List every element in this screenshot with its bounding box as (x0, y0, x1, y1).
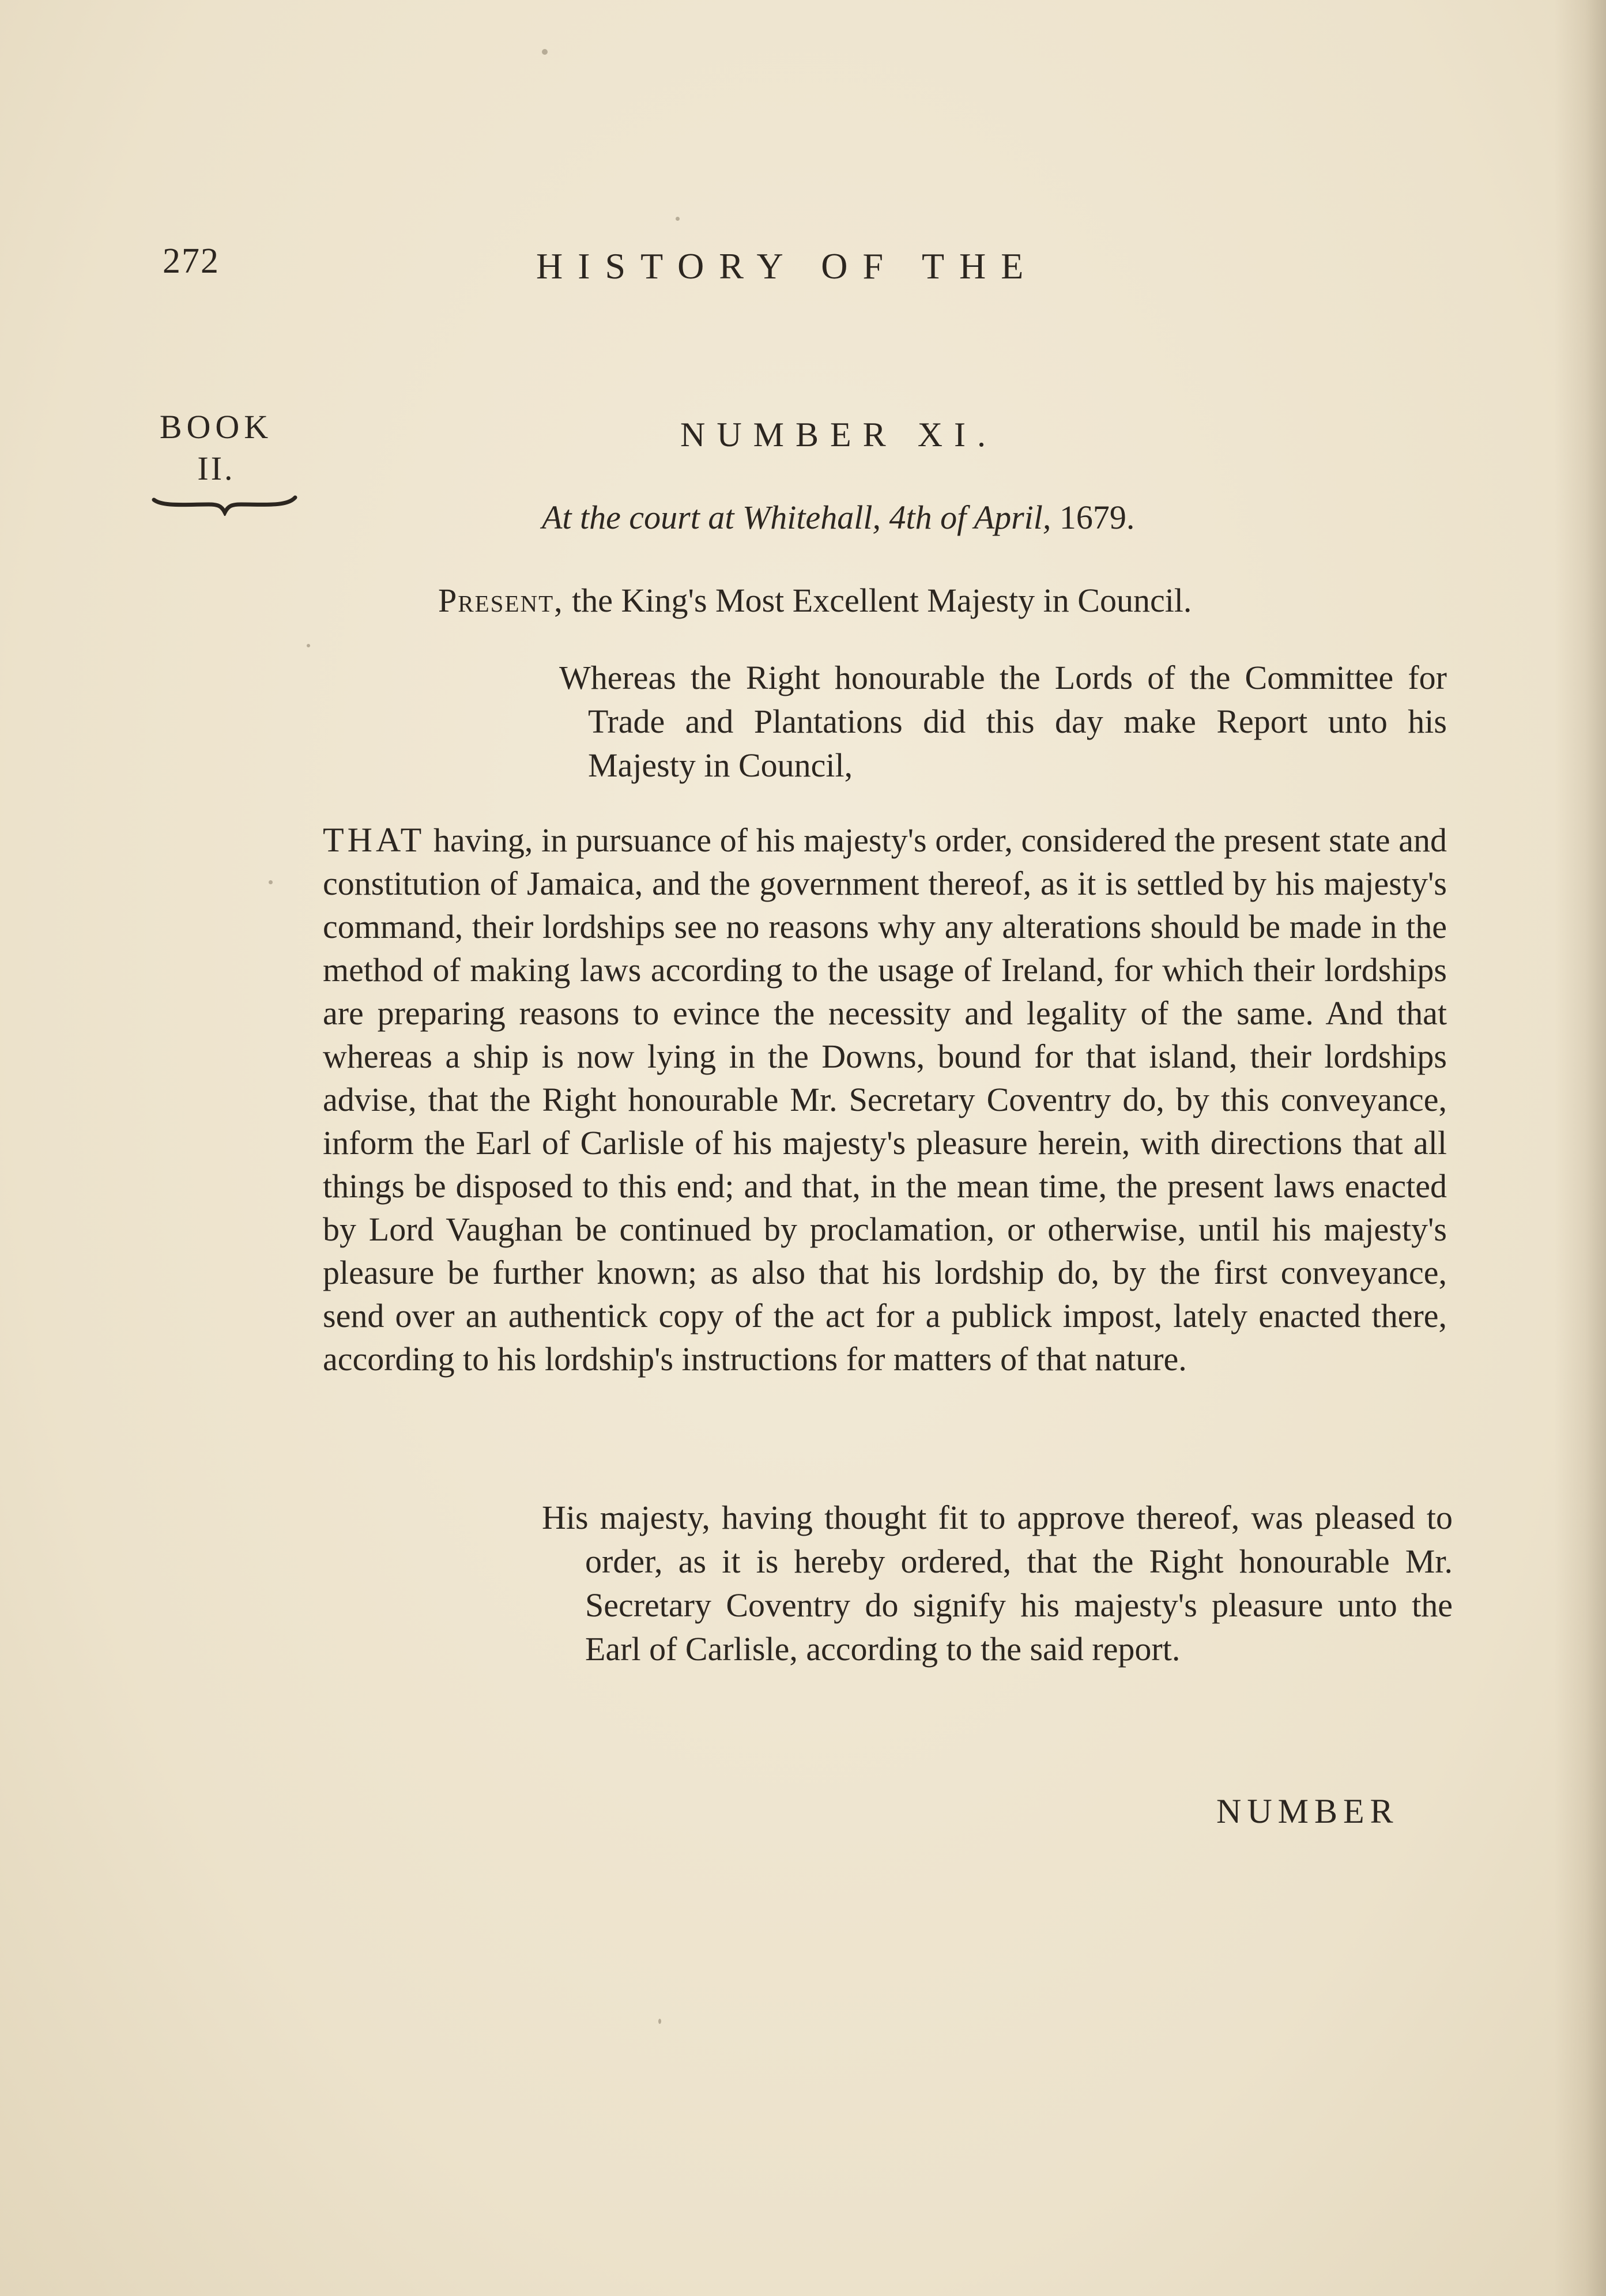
present-rest: the King's Most Excellent Majesty in Council. (572, 582, 1192, 619)
whereas-paragraph: Whereas the Right honourable the Lords of the Committee for Trade and Plantations did this day make Report unto his Majesty in Council, (559, 659, 1447, 784)
present-line (438, 581, 1192, 620)
paper-speck (542, 49, 548, 55)
page-edge-shadow (1554, 0, 1606, 2296)
body-paragraph-text: having, in pursuance of his majesty's order, considered the present state and constitution of Jamaica, and the government thereof, as it is settled by his majesty's command, their lordships see no reasons why any alterations should be made in the method of making laws according to the usage of Ireland, for which their lordships are preparing reasons to evince the necessity and legality of the same. And that whereas a ship is now lying in the Downs, bound for that island, their lordships advise, that the Right honourable Mr. Secretary Coventry do, by this conveyance, inform the Earl of Carlisle of his majesty's pleasure herein, with directions that all things be disposed to this end; and that, in the mean time, the present laws enacted by Lord Vaughan be continued by proclamation, or otherwise, until his majesty's pleasure be further known; as also that his lordship do, by the first conveyance, send over an authentick copy of the act for a publick impost, lately enacted there, according to his lordship's instructions for matters of that nature. (323, 821, 1447, 1378)
date-line-year: 1679. (1059, 499, 1135, 536)
body-lead-word: THAT (323, 821, 425, 859)
paper-speck (658, 2019, 661, 2024)
paper-speck (676, 217, 680, 221)
section-number-heading: NUMBER XI. (680, 416, 998, 454)
present-smallcaps: Present, (438, 582, 564, 619)
date-line-italic: At the court at Whitehall, 4th of April, (542, 499, 1051, 536)
page-number: 272 (163, 242, 220, 281)
book-label-text: BOOK (159, 408, 273, 446)
running-head: HISTORY OF THE (536, 246, 1039, 286)
catchword: NUMBER (1216, 1792, 1399, 1830)
brace-ornament-icon (151, 487, 298, 516)
paper-speck (269, 880, 273, 884)
book-volume-text: II. (197, 450, 235, 487)
majesty-paragraph: His majesty, having thought fit to approve thereof, was pleased to order, as it is hereby ordered, that the Right honourable Mr. Secretary Coventry do signify his majesty's pleasure unto the Earl of Carlisle, according to the said report. (542, 1499, 1453, 1668)
body-paragraph-block (323, 819, 1447, 1381)
date-line (542, 498, 1134, 537)
book-margin-label (144, 406, 288, 489)
paper-speck (307, 644, 310, 647)
